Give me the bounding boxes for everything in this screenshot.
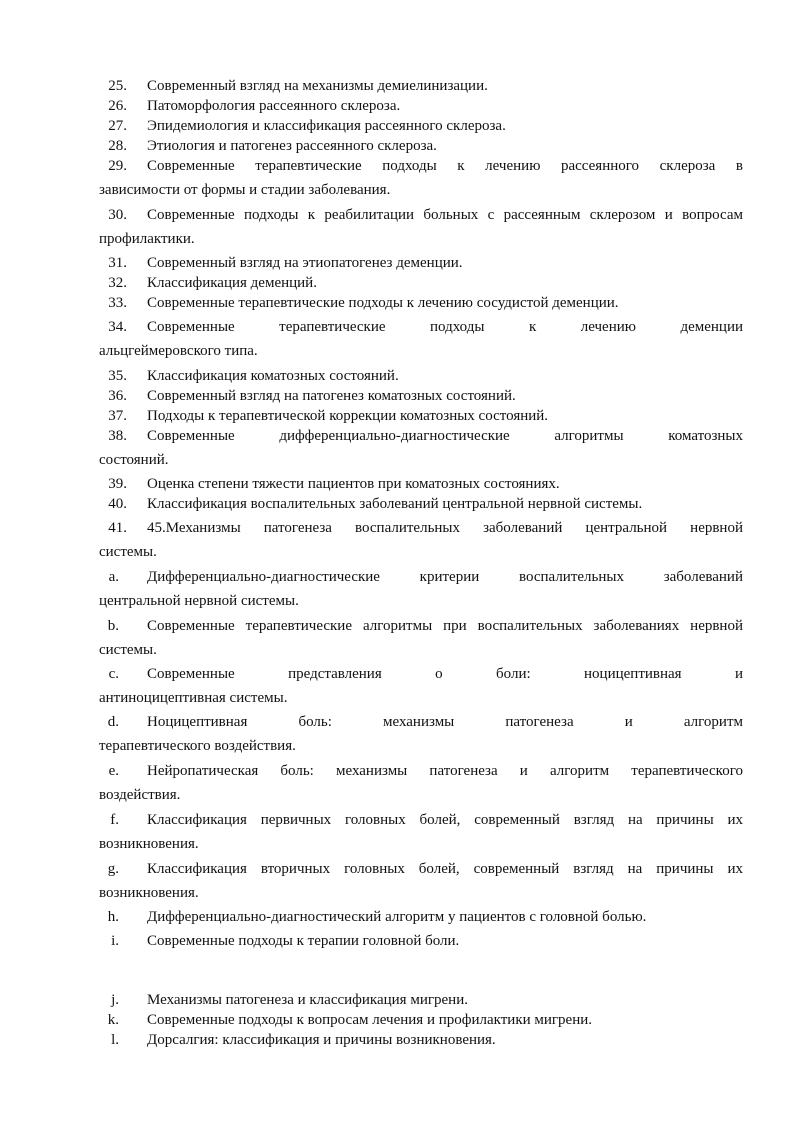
list-item-line bbox=[99, 406, 743, 426]
list-item bbox=[99, 386, 743, 406]
list-item-marker: 35. bbox=[108, 368, 127, 384]
list-item bbox=[99, 76, 743, 96]
list-item-text: Современные подходы к вопросам лечения и профилактики мигрени. bbox=[147, 1012, 593, 1028]
list-item-line bbox=[99, 931, 743, 951]
list-item-text: центральной нервной системы. bbox=[99, 593, 299, 609]
list-item-marker: 41. bbox=[108, 520, 127, 536]
list-item bbox=[99, 761, 743, 805]
list-item-marker: 38. bbox=[108, 428, 127, 444]
list-item-line bbox=[99, 542, 743, 562]
list-item-marker: l. bbox=[111, 1032, 119, 1048]
list-item bbox=[99, 859, 743, 903]
list-item-line bbox=[99, 116, 743, 136]
list-item-text: возникновения. bbox=[99, 836, 199, 852]
list-item-text: Современные представления о боли: ноцицептивная и bbox=[147, 666, 743, 682]
list-item-text: Классификация воспалительных заболеваний центральной нервной системы. bbox=[147, 496, 643, 512]
list-item-text: Эпидемиология и классификация рассеянного склероза. bbox=[147, 118, 506, 134]
list-item bbox=[99, 366, 743, 386]
list-item-marker: d. bbox=[107, 714, 119, 730]
list-item bbox=[99, 1030, 743, 1050]
list-item-marker: 28. bbox=[108, 138, 127, 154]
list-item bbox=[99, 567, 743, 611]
list-item-line bbox=[99, 785, 743, 805]
list-item-marker: j. bbox=[111, 992, 119, 1008]
list-item-line bbox=[99, 591, 743, 611]
list-item-text: системы. bbox=[99, 544, 157, 560]
list-item bbox=[99, 616, 743, 660]
list-item-text: Оценка степени тяжести пациентов при коматозных состояниях. bbox=[147, 476, 560, 492]
list-item-text: Подходы к терапевтической коррекции коматозных состояний. bbox=[147, 408, 549, 424]
list-item-text: Дорсалгия: классификация и причины возникновения. bbox=[147, 1032, 496, 1048]
list-item-line bbox=[99, 664, 743, 684]
list-item-marker: 27. bbox=[108, 118, 127, 134]
list-item bbox=[99, 293, 743, 313]
list-item-line bbox=[99, 205, 743, 225]
list-item-text: Классификация коматозных состояний. bbox=[147, 368, 399, 384]
list-item-line bbox=[99, 736, 743, 756]
list-item-text: Современные подходы к реабилитации больных с рассеянным склерозом и вопросам bbox=[147, 207, 743, 223]
list-item-text: Классификация деменций. bbox=[147, 275, 317, 291]
list-item-text: Механизмы патогенеза и классификация мигрени. bbox=[147, 992, 468, 1008]
list-item-line bbox=[99, 688, 743, 708]
list-item bbox=[99, 810, 743, 854]
list-item-line bbox=[99, 859, 743, 879]
list-item-text: зависимости от формы и стадии заболевания. bbox=[99, 182, 391, 198]
list-item-marker: 36. bbox=[108, 388, 127, 404]
list-item bbox=[99, 990, 743, 1010]
list-item-text: Дифференциально-диагностические критерии воспалительных заболеваний bbox=[147, 569, 743, 585]
list-item-text: Современные терапевтические подходы к лечению рассеянного склероза в bbox=[147, 158, 743, 174]
list-item-marker: a. bbox=[108, 569, 119, 585]
list-item-line bbox=[99, 229, 743, 249]
list-item-line bbox=[99, 907, 743, 927]
list-item-line bbox=[99, 426, 743, 446]
list-item bbox=[99, 136, 743, 156]
list-item-line bbox=[99, 640, 743, 660]
list-item bbox=[99, 518, 743, 562]
list-item bbox=[99, 406, 743, 426]
list-item bbox=[99, 474, 743, 494]
list-item-line bbox=[99, 616, 743, 636]
list-item-line bbox=[99, 180, 743, 200]
list-item-marker: 33. bbox=[108, 295, 127, 311]
list-item-line bbox=[99, 474, 743, 494]
list-item-marker: 40. bbox=[108, 496, 127, 512]
list-item-text: Современный взгляд на этиопатогенез деменции. bbox=[147, 255, 463, 271]
list-item-marker: 32. bbox=[108, 275, 127, 291]
list-item-marker: 30. bbox=[108, 207, 127, 223]
list-item-text: системы. bbox=[99, 642, 157, 658]
list-item-line bbox=[99, 293, 743, 313]
list-item-line bbox=[99, 1010, 743, 1030]
list-item bbox=[99, 156, 743, 200]
list-item-text: возникновения. bbox=[99, 885, 199, 901]
list-item bbox=[99, 426, 743, 470]
list-item-line bbox=[99, 136, 743, 156]
list-item-text: Современный взгляд на механизмы демиелинизации. bbox=[147, 78, 488, 94]
list-item bbox=[99, 205, 743, 249]
list-item-line bbox=[99, 386, 743, 406]
list-item-line bbox=[99, 273, 743, 293]
list-item-marker: 37. bbox=[108, 408, 127, 424]
list-item-text: Этиология и патогенез рассеянного склероза. bbox=[147, 138, 437, 154]
list-item-marker: 25. bbox=[108, 78, 127, 94]
list-item-text: Современные терапевтические алгоритмы при воспалительных заболеваниях нервной bbox=[147, 618, 743, 634]
list-item-marker: b. bbox=[107, 618, 119, 634]
list-item-line bbox=[99, 518, 743, 538]
list-item-line bbox=[99, 96, 743, 116]
list-item-marker: i. bbox=[111, 933, 119, 949]
list-item-text: Современные терапевтические подходы к лечению сосудистой деменции. bbox=[147, 295, 619, 311]
list-item bbox=[99, 1010, 743, 1030]
list-item-line bbox=[99, 494, 743, 514]
list-item-text: Классификация первичных головных болей, современный взгляд на причины их bbox=[147, 812, 743, 828]
list-item-line bbox=[99, 712, 743, 732]
list-item bbox=[99, 317, 743, 361]
list-item-line bbox=[99, 450, 743, 470]
list-item-text: терапевтического воздействия. bbox=[99, 738, 296, 754]
list-item-marker: f. bbox=[110, 812, 119, 828]
list-item-text: Современные дифференциально-диагностические алгоритмы коматозных bbox=[147, 428, 743, 444]
list-item-line bbox=[99, 834, 743, 854]
list-item bbox=[99, 96, 743, 116]
list-item bbox=[99, 253, 743, 273]
list-item-marker: 29. bbox=[108, 158, 127, 174]
list-item-text: Ноцицептивная боль: механизмы патогенеза и алгоритм bbox=[147, 714, 743, 730]
list-item-line bbox=[99, 883, 743, 903]
list-item-marker: 34. bbox=[108, 319, 127, 335]
list-item-marker: h. bbox=[107, 909, 119, 925]
list-item-marker: 39. bbox=[108, 476, 127, 492]
list-item-line bbox=[99, 1030, 743, 1050]
list-item bbox=[99, 494, 743, 514]
list-item-text: Классификация вторичных головных болей, современный взгляд на причины их bbox=[147, 861, 743, 877]
list-item-line bbox=[99, 810, 743, 830]
list-item bbox=[99, 907, 743, 927]
list-item-text: Современные подходы к терапии головной боли. bbox=[147, 933, 460, 949]
list-item-marker: k. bbox=[107, 1012, 119, 1028]
list-item-text: Патоморфология рассеянного склероза. bbox=[147, 98, 401, 114]
list-item bbox=[99, 273, 743, 293]
list-item-marker: e. bbox=[108, 763, 119, 779]
list-item-line bbox=[99, 317, 743, 337]
list-item-text: антиноцицептивная системы. bbox=[99, 690, 288, 706]
list-item bbox=[99, 931, 743, 951]
list-item bbox=[99, 712, 743, 756]
list-item-text: Современный взгляд на патогенез коматозных состояний. bbox=[147, 388, 516, 404]
list-item-text: воздействия. bbox=[99, 787, 181, 803]
list-item-line bbox=[99, 366, 743, 386]
list-item-line bbox=[99, 156, 743, 176]
list-item-marker: g. bbox=[107, 861, 119, 877]
list-item-marker: 31. bbox=[108, 255, 127, 271]
list-item-text: Нейропатическая боль: механизмы патогенеза и алгоритм терапевтического bbox=[147, 763, 743, 779]
list-item-line bbox=[99, 341, 743, 361]
list-item-marker: 26. bbox=[108, 98, 127, 114]
list-item-line bbox=[99, 567, 743, 587]
list-item bbox=[99, 116, 743, 136]
list-item-line bbox=[99, 761, 743, 781]
list-item-line bbox=[99, 990, 743, 1010]
list-item-text: состояний. bbox=[99, 452, 169, 468]
list-item-text: 45.Механизмы патогенеза воспалительных заболеваний центральной нервной bbox=[147, 520, 743, 536]
list-item-text: Дифференциально-диагностический алгоритм у пациентов с головной болью. bbox=[147, 909, 647, 925]
list-item-text: профилактики. bbox=[99, 231, 195, 247]
list-item-text: альцгеймеровского типа. bbox=[99, 343, 258, 359]
list-item-text: Современные терапевтические подходы к лечению деменции bbox=[147, 319, 743, 335]
list-item bbox=[99, 664, 743, 708]
list-item-marker: c. bbox=[108, 666, 119, 682]
list-item-line bbox=[99, 76, 743, 96]
list-item-line bbox=[99, 253, 743, 273]
